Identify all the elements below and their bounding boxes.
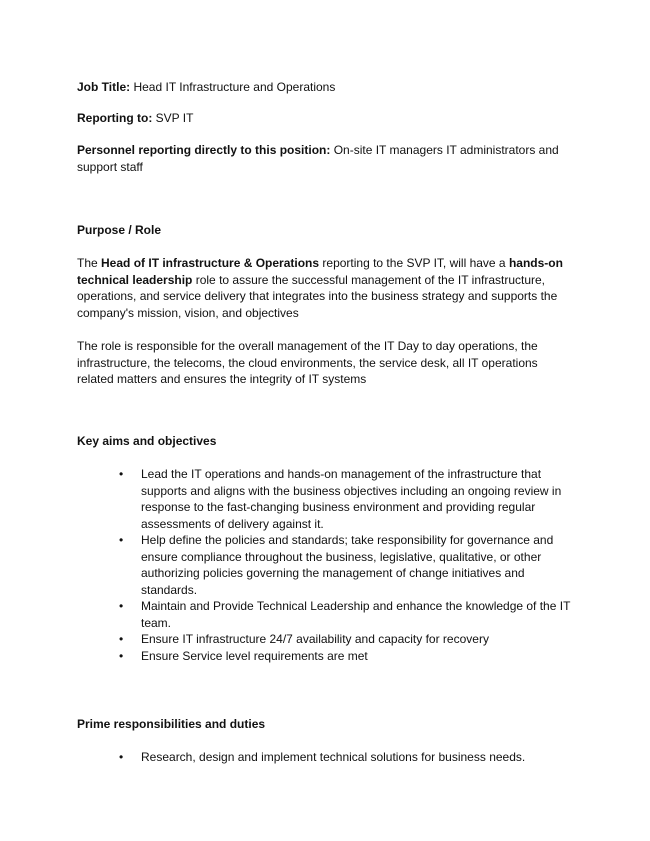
purpose-p1-e: role to assure the successful management of the IT infrastructure, operations, and service delivery that integrates into the business strategy and supports the company's mission, vision, and objectives [77, 272, 558, 320]
purpose-p1-a: The [77, 256, 102, 270]
list-item [119, 749, 581, 766]
aims-heading: Key aims and objectives [77, 434, 217, 448]
personnel-label: Personnel reporting directly to this position: [77, 143, 331, 157]
reporting-to-label: Reporting to: [77, 111, 153, 125]
list-item [119, 466, 581, 532]
purpose-paragraph-1 [77, 255, 571, 321]
duties-item-text: Research, design and implement technical solutions for business needs. [141, 750, 526, 764]
personnel-value: On-site IT managers IT administrators and support staff [77, 143, 559, 174]
duties-list [119, 749, 581, 766]
aims-item-text: Maintain and Provide Technical Leadership and enhance the knowledge of the IT team. [141, 599, 571, 630]
aims-item-text: Ensure Service level requirements are met [141, 648, 368, 663]
bullet-icon: • [119, 533, 124, 547]
bullet-icon: • [119, 632, 124, 646]
aims-item-text: Lead the IT operations and hands-on management of the infrastructure that supports and aligns with the business objectives including an ongoing review in response to the fast-changing business environment and providing regular assessments of delivery against it. [141, 467, 562, 531]
aims-list [119, 466, 581, 664]
bullet-icon: • [119, 648, 124, 663]
job-title-line [77, 79, 577, 96]
personnel-line [77, 142, 567, 175]
aims-item-text: Help define the policies and standards; take responsibility for governance and ensure compliance throughout the business, legislative, qualitative, or other authorizing policies governing the management of change initiatives and standards. [141, 533, 554, 597]
bullet-icon: • [119, 750, 124, 764]
aims-item-text: Ensure IT infrastructure 24/7 availability and capacity for recovery [141, 632, 489, 646]
purpose-p1-role-name: Head of IT infrastructure & Operations [101, 256, 320, 270]
job-title-value: Head IT Infrastructure and Operations [133, 80, 336, 94]
purpose-heading: Purpose / Role [77, 223, 162, 237]
purpose-p1-leadership: hands-on technical leadership [77, 256, 563, 287]
reporting-to-line [77, 110, 577, 127]
bullet-icon: • [119, 467, 124, 481]
list-item [119, 532, 581, 598]
purpose-paragraph-2: The role is responsible for the overall management of the IT Day to day operations, the infrastructure, the telecoms, the cloud environments, the service desk, all IT operations related matters and ensures the integrity of IT systems [77, 339, 538, 386]
purpose-p1-c: reporting to the SVP IT, will have a [319, 256, 509, 270]
list-item [119, 631, 581, 648]
reporting-to-value: SVP IT [155, 111, 194, 125]
list-item [119, 598, 581, 631]
bullet-icon: • [119, 599, 124, 613]
job-title-label: Job Title: [77, 80, 131, 94]
list-item [119, 648, 581, 665]
duties-heading: Prime responsibilities and duties [77, 717, 266, 731]
